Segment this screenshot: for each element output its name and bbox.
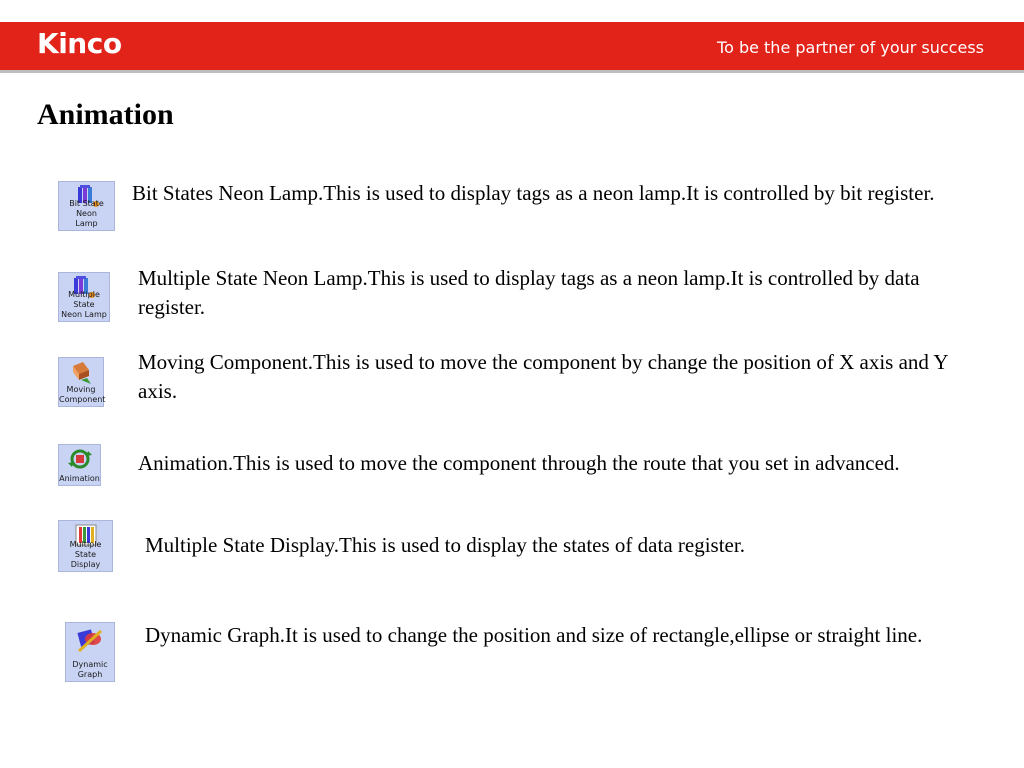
item-description: Dynamic Graph.It is used to change the position and size of rectangle,ellipse or straight line.: [145, 623, 923, 647]
dynamic-graph-icon: [65, 622, 115, 682]
icon-caption: Animation: [59, 474, 100, 483]
item-description: Bit States Neon Lamp.This is used to display tags as a neon lamp.It is controlled by bit register.: [132, 181, 935, 205]
multiple-state-neon-lamp-icon: [58, 272, 110, 322]
page-title: Animation: [37, 98, 174, 131]
icon-caption: Multiple State Neon Lamp: [61, 290, 107, 319]
item-description: Multiple State Display.This is used to display the states of data register.: [145, 533, 745, 557]
item-description: Moving Component.This is used to move the component by change the position of X axis and Y axis.: [138, 350, 948, 403]
item-description: Animation.This is used to move the component through the route that you set in advanced.: [138, 451, 900, 475]
multiple-state-display-icon: [58, 520, 113, 572]
item-description: Multiple State Neon Lamp.This is used to display tags as a neon lamp.It is controlled by data register.: [138, 266, 920, 319]
animation-icon: [58, 444, 101, 486]
icon-caption: Bit State Neon Lamp: [69, 199, 104, 228]
brand-logo: Kinco: [37, 27, 122, 60]
icon-caption: Moving Component: [59, 385, 106, 404]
header-slogan: To be the partner of your success: [717, 38, 984, 57]
bit-state-neon-lamp-icon: [58, 181, 115, 231]
icon-caption: Dynamic Graph: [72, 660, 108, 679]
header-bar: [0, 22, 1024, 73]
icon-caption: Multiple State Display: [69, 540, 102, 569]
moving-component-icon: [58, 357, 104, 407]
